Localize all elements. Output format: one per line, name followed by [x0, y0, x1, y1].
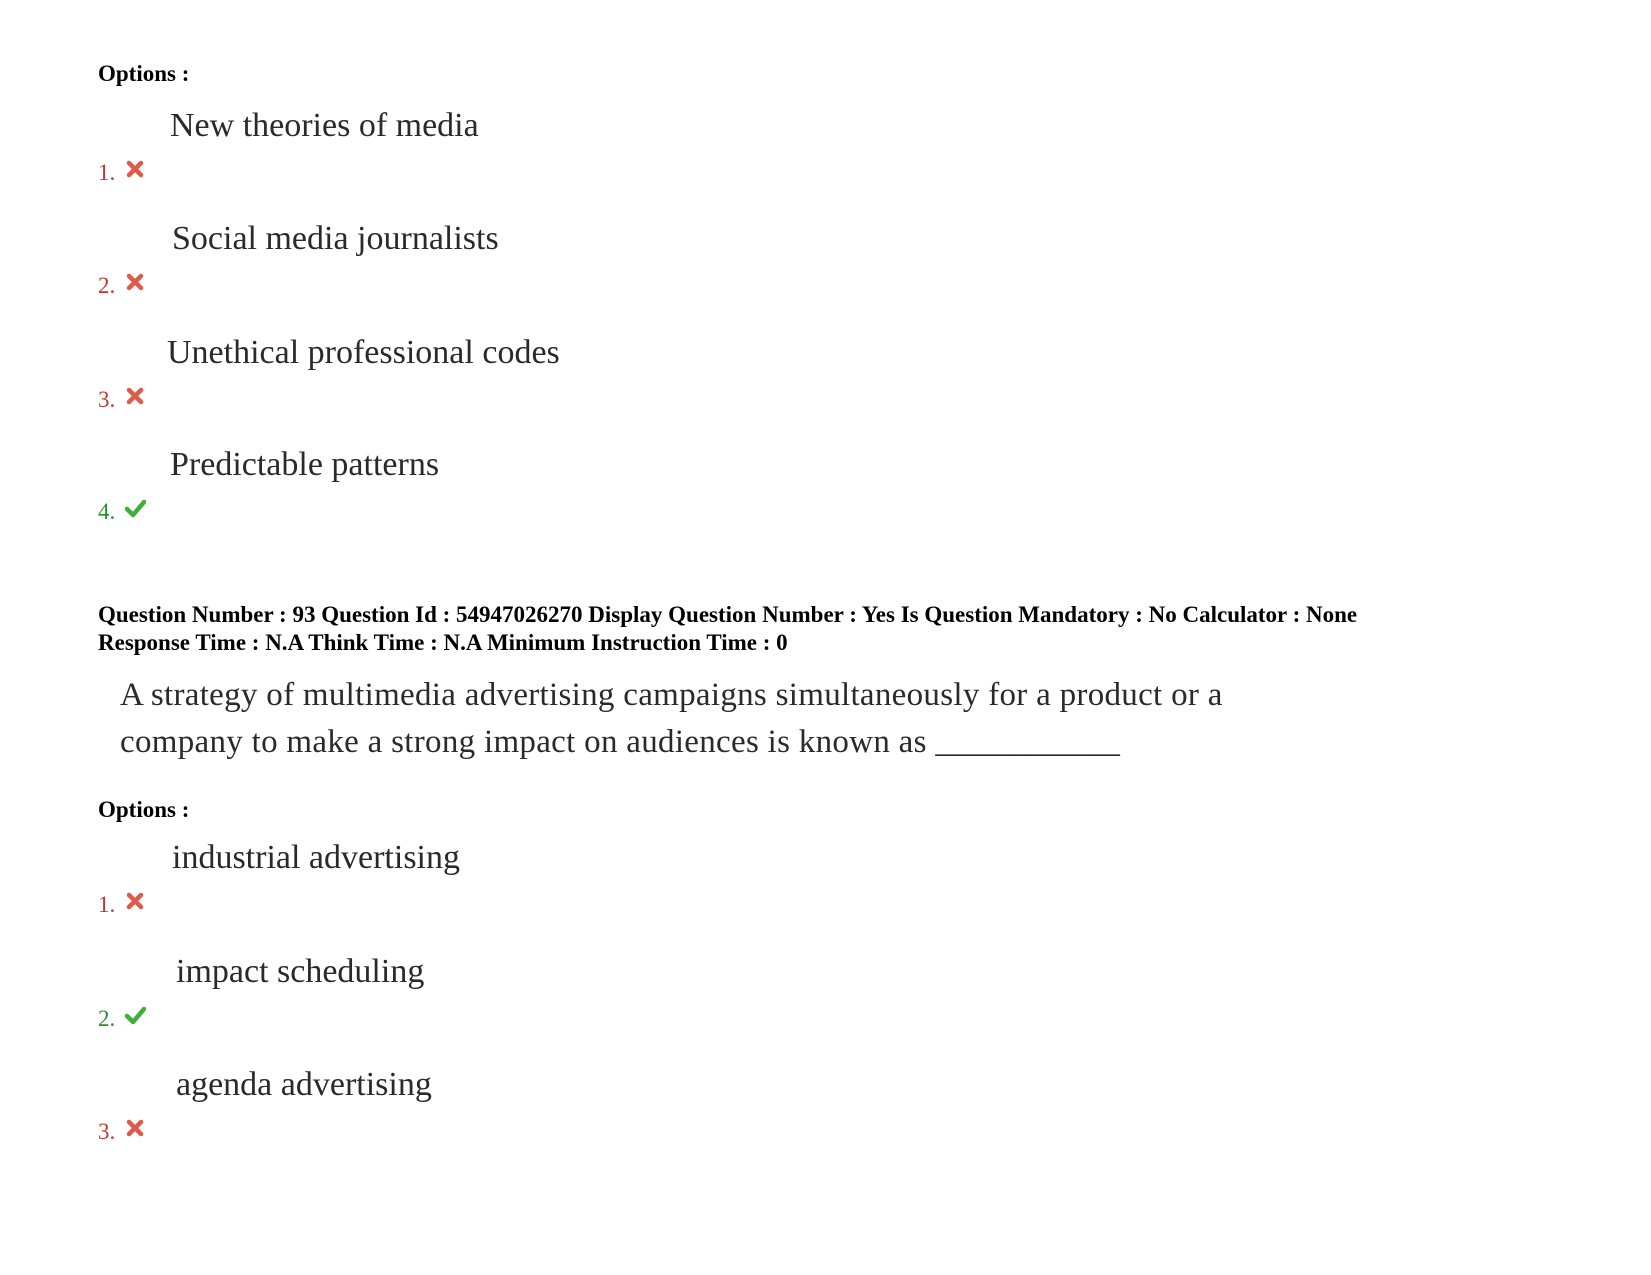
question-meta [98, 601, 1598, 657]
option-number: 2. [98, 273, 116, 298]
option-number: 1. [98, 160, 116, 185]
options-label: Options : [98, 797, 190, 822]
cross-icon [124, 271, 146, 293]
question-text-line: company to make a strong impact on audiences is known as ___________ [120, 724, 1121, 760]
check-icon [124, 1004, 146, 1026]
cross-icon [124, 890, 146, 912]
option-number: 2. [98, 1006, 116, 1031]
question-meta-line: Response Time : N.A Think Time : N.A Minimum Instruction Time : 0 [98, 630, 788, 655]
option-item [98, 445, 998, 525]
option-number: 3. [98, 1119, 116, 1144]
cross-icon [124, 158, 146, 180]
option-text: industrial advertising [172, 839, 461, 876]
option-number: 3. [98, 387, 116, 412]
question-text-line: A strategy of multimedia advertising campaigns simultaneously for a product or a [120, 677, 1223, 713]
cross-icon [124, 1117, 146, 1139]
option-text: Social media journalists [172, 220, 499, 257]
cross-icon [124, 385, 146, 407]
option-item [98, 952, 998, 1032]
option-text: agenda advertising [176, 1066, 432, 1103]
option-text: impact scheduling [176, 953, 425, 990]
option-number: 1. [98, 892, 116, 917]
option-text: Predictable patterns [170, 446, 440, 483]
question-text [120, 672, 1340, 766]
question-meta-line: Question Number : 93 Question Id : 54947026270 Display Question Number : Yes Is Question Mandatory : No Calculator : None [98, 602, 1358, 627]
option-item [98, 1065, 998, 1145]
option-item [98, 219, 998, 299]
option-item [98, 838, 998, 918]
option-text: New theories of media [170, 107, 479, 144]
option-item [98, 333, 998, 413]
option-item [98, 106, 998, 186]
option-number: 4. [98, 499, 116, 524]
options-label: Options : [98, 61, 190, 86]
option-text: Unethical professional codes [167, 334, 560, 371]
check-icon [124, 497, 146, 519]
